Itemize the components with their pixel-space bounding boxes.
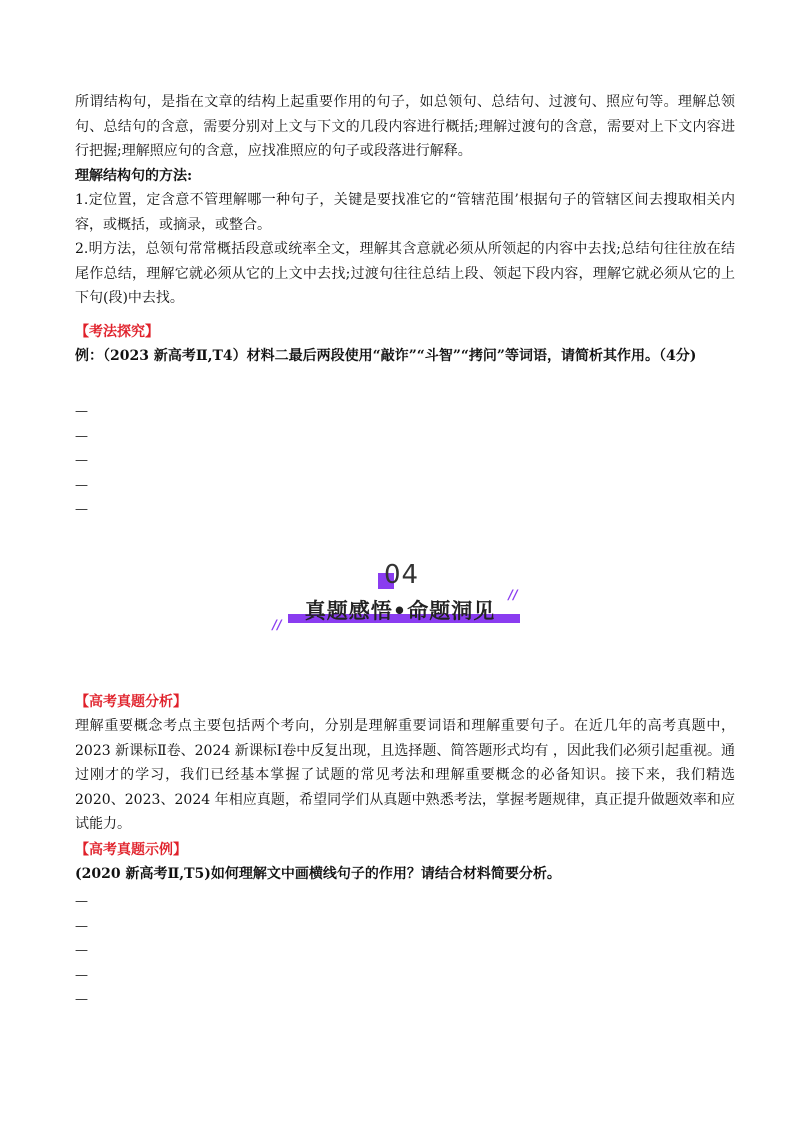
analysis-paragraph: 理解重要概念考点主要包括两个考向，分别是理解重要词语和理解重要句子。在近几年的高考真题中，2023 新课标Ⅱ卷、2024 新课标Ⅰ卷中反复出现，且选择题、简答题形式均有 ，因此我们必须引起重视。通过刚才的学习，我们已经基本掌握了试题的常见考法和理解重要概念的必备知识。接下来，我们精选 2020、2023、2024 年相应真题，希望同学们从真题中熟悉考法，掌握考题规律，真正提升做题效率和应试能力。 — [75, 718, 735, 832]
exam-explore-label: 【考法探究】 — [75, 324, 159, 340]
answer-line[interactable]: — — [75, 967, 88, 983]
answer-line[interactable]: — — [75, 992, 88, 1007]
exam-explore-question: 例：（2023 新高考Ⅱ,T4）材料二最后两段使用“敲诈”“斗智”“拷问”等词语，请简析其作用。（4分) — [75, 348, 697, 364]
method-item-1: 1.定位置，定含意不管理解哪一种句子，关键是要找准它的“管辖范围’根据句子的管辖区间去搜取相关内容，或概括，或摘录，或整合。 — [75, 192, 735, 233]
answer-line[interactable]: — — [75, 502, 88, 517]
method-heading: 理解结构句的方法: — [75, 168, 193, 184]
answer-line[interactable]: — — [75, 918, 88, 934]
answer-blanks-2 — [75, 890, 735, 1013]
analysis-label: 【高考真题分析】 — [75, 694, 187, 710]
answer-line[interactable]: — — [75, 428, 88, 444]
section-number: 04 — [384, 560, 420, 590]
section-banner — [270, 560, 530, 640]
slash-decoration-icon: // — [506, 588, 519, 603]
section-title: 真题感悟•命题洞见 — [304, 599, 496, 623]
answer-line[interactable]: — — [75, 453, 88, 468]
slash-decoration-icon: // — [270, 618, 283, 633]
intro-paragraph: 所谓结构句，是指在文章的结构上起重要作用的句子，如总领句、总结句、过渡句、照应句等。理解总领句、总结句的含意，需要分别对上文与下文的几段内容进行概括;理解过渡句的含意，需要对上下文内容进行把握;理解照应句的含意，应找准照应的句子或段落进行解释。 — [75, 94, 735, 159]
example-question: (2020 新高考Ⅱ,T5)如何理解文中画横线句子的作用？请结合材料简要分析。 — [75, 866, 561, 882]
answer-line[interactable]: — — [75, 477, 88, 493]
method-item-2: 2.明方法，总领句常常概括段意或统率全文，理解其含意就必须从所领起的内容中去找;总结句往往放在结尾作总结，理解它就必须从它的上文中去找;过渡句往往总结上段、领起下段内容，理解它就必须从它的上下句(段)中去找。 — [75, 241, 735, 306]
answer-line[interactable]: — — [75, 894, 88, 909]
answer-line[interactable]: — — [75, 404, 88, 419]
answer-blanks-1 — [75, 400, 735, 523]
example-label: 【高考真题示例】 — [75, 842, 187, 858]
answer-line[interactable]: — — [75, 943, 88, 958]
